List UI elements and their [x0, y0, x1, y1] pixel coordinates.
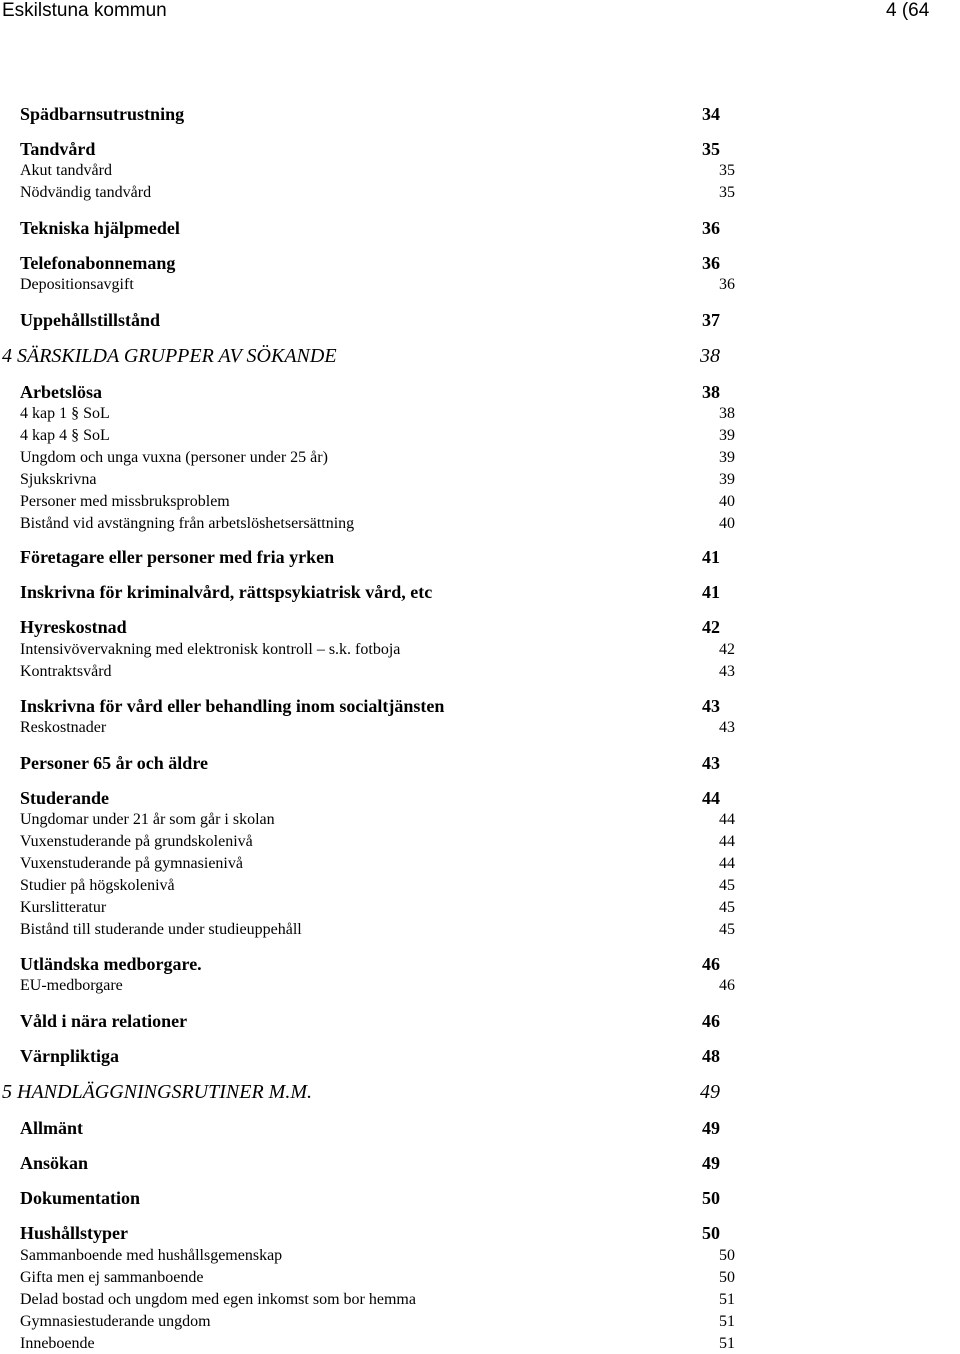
- toc-subsection: [0, 718, 960, 738]
- toc-entry-page: 40: [719, 493, 735, 510]
- toc-entry-title: Personer 65 år och äldre: [20, 753, 208, 773]
- toc-section: [0, 382, 960, 404]
- toc-subsection: [0, 448, 960, 468]
- toc-subsection: [0, 183, 960, 203]
- toc-entry-page: 35: [702, 139, 720, 159]
- toc-entry-page: 34: [702, 104, 720, 124]
- toc-entry-title: 5 HANDLÄGGNINGSRUTINER M.M.: [2, 1081, 312, 1103]
- toc-section: [0, 547, 960, 569]
- toc-subsection: [0, 832, 960, 852]
- toc-subsection: [0, 976, 960, 996]
- toc-entry-page: 50: [702, 1223, 720, 1243]
- toc-entry-title: Bistånd till studerande under studieuppehåll: [20, 921, 302, 938]
- toc-section: [0, 104, 960, 126]
- toc-entry-title: Ungdomar under 21 år som går i skolan: [20, 811, 275, 828]
- toc-section: [0, 1046, 960, 1068]
- toc-section: [0, 788, 960, 810]
- toc-entry-page: 51: [719, 1313, 735, 1330]
- toc-entry-page: 45: [719, 877, 735, 894]
- toc-entry-page: 49: [702, 1153, 720, 1173]
- toc-entry-title: Bistånd vid avstängning från arbetslöshetsersättning: [20, 515, 355, 532]
- toc-subsection: [0, 898, 960, 918]
- toc-section: [0, 310, 960, 332]
- toc-entry-page: 41: [702, 547, 720, 567]
- toc-subsection: [0, 161, 960, 181]
- toc-entry-page: 51: [719, 1335, 735, 1352]
- toc-entry-page: 43: [719, 719, 735, 736]
- toc-entry-title: Telefonabonnemang: [20, 253, 176, 273]
- toc-entry-title: Vuxenstuderande på gymnasienivå: [20, 855, 243, 872]
- toc-subsection: [0, 1312, 960, 1332]
- toc-entry-page: 36: [719, 276, 735, 293]
- toc-entry-title: Gifta men ej sammanboende: [20, 1269, 204, 1286]
- toc-entry-page: 50: [702, 1188, 720, 1208]
- toc-entry-title: Arbetslösa: [20, 382, 102, 402]
- toc-entry-title: Intensivövervakning med elektronisk kontroll – s.k. fotboja: [20, 641, 401, 658]
- toc-entry-title: Våld i nära relationer: [20, 1011, 188, 1031]
- toc-entry-title: Hushållstyper: [20, 1223, 129, 1243]
- toc-section: [0, 696, 960, 718]
- toc-subsection: [0, 492, 960, 512]
- toc-entry-title: 4 kap 1 § SoL: [20, 405, 110, 422]
- toc-subsection: [0, 404, 960, 424]
- organization-name: Eskilstuna kommun: [2, 0, 167, 21]
- toc-entry-page: 48: [702, 1046, 720, 1066]
- toc-entry-title: 4 SÄRSKILDA GRUPPER AV SÖKANDE: [2, 345, 337, 367]
- toc-entry-title: Vuxenstuderande på grundskolenivå: [20, 833, 253, 850]
- toc-entry-title: Reskostnader: [20, 719, 107, 736]
- toc-chapter: [0, 345, 960, 369]
- toc-entry-page: 36: [702, 218, 720, 238]
- toc-entry-page: 42: [719, 641, 735, 658]
- toc-entry-title: Akut tandvård: [20, 162, 112, 179]
- toc-entry-title: Depositionsavgift: [20, 276, 134, 293]
- toc-entry-title: Hyreskostnad: [20, 617, 127, 637]
- toc-entry-page: 46: [719, 977, 735, 994]
- toc-entry-page: 46: [702, 1011, 720, 1031]
- toc-entry-title: Ungdom och unga vuxna (personer under 25 år): [20, 449, 328, 466]
- toc-entry-page: 35: [719, 162, 735, 179]
- toc-entry-page: 37: [702, 310, 720, 330]
- toc-entry-page: 49: [702, 1118, 720, 1138]
- toc-entry-title: Nödvändig tandvård: [20, 184, 152, 201]
- toc-entry-title: Ansökan: [20, 1153, 89, 1173]
- toc-section: [0, 139, 960, 161]
- toc-subsection: [0, 920, 960, 940]
- toc-section: [0, 253, 960, 275]
- toc-entry-page: 43: [702, 753, 720, 773]
- toc-section: [0, 582, 960, 604]
- toc-entry-page: 41: [702, 582, 720, 602]
- toc-subsection: [0, 810, 960, 830]
- toc-entry-page: 43: [719, 663, 735, 680]
- toc-subsection: [0, 470, 960, 490]
- toc-entry-title: Gymnasiestuderande ungdom: [20, 1313, 211, 1330]
- toc-entry-page: 39: [719, 449, 735, 466]
- toc-subsection: [0, 1268, 960, 1288]
- toc-subsection: [0, 1334, 960, 1354]
- toc-entry-title: Studier på högskolenivå: [20, 877, 175, 894]
- toc-entry-title: EU-medborgare: [20, 977, 123, 994]
- toc-entry-title: Inneboende: [20, 1335, 95, 1352]
- toc-entry-page: 39: [719, 471, 735, 488]
- toc-section: [0, 954, 960, 976]
- toc-subsection: [0, 1290, 960, 1310]
- toc-entry-page: 35: [719, 184, 735, 201]
- toc-section: [0, 1223, 960, 1245]
- toc-entry-title: Kurslitteratur: [20, 899, 107, 916]
- toc-section: [0, 218, 960, 240]
- toc-entry-title: Sjukskrivna: [20, 471, 97, 488]
- toc-entry-title: Företagare eller personer med fria yrken: [20, 547, 335, 567]
- toc-entry-page: 44: [702, 788, 720, 808]
- toc-entry-title: Utländska medborgare.: [20, 954, 202, 974]
- toc-entry-page: 49: [700, 1081, 720, 1103]
- toc-entry-page: 45: [719, 921, 735, 938]
- toc-entry-title: Studerande: [20, 788, 110, 808]
- toc-entry-page: 43: [702, 696, 720, 716]
- toc-entry-title: Tandvård: [20, 139, 96, 159]
- toc-chapter: [0, 1081, 960, 1105]
- toc-section: [0, 1153, 960, 1175]
- toc-subsection: [0, 854, 960, 874]
- toc-entry-title: Dokumentation: [20, 1188, 141, 1208]
- toc-entry-title: Inskrivna för kriminalvård, rättspsykiatrisk vård, etc: [20, 582, 433, 602]
- toc-entry-title: Inskrivna för vård eller behandling inom socialtjänsten: [20, 696, 445, 716]
- toc-subsection: [0, 514, 960, 534]
- toc-entry-title: Sammanboende med hushållsgemenskap: [20, 1247, 283, 1264]
- toc-entry-page: 38: [700, 345, 720, 367]
- toc-entry-title: Kontraktsvård: [20, 663, 112, 680]
- toc-section: [0, 1011, 960, 1033]
- toc-subsection: [0, 275, 960, 295]
- toc-entry-page: 42: [702, 617, 720, 637]
- toc-entry-title: Spädbarnsutrustning: [20, 104, 185, 124]
- toc-entry-title: Tekniska hjälpmedel: [20, 218, 180, 238]
- toc-subsection: [0, 876, 960, 896]
- toc-section: [0, 753, 960, 775]
- toc-entry-page: 44: [719, 811, 735, 828]
- toc-entry-page: 44: [719, 855, 735, 872]
- toc-entry-page: 50: [719, 1269, 735, 1286]
- toc-entry-page: 51: [719, 1291, 735, 1308]
- toc-subsection: [0, 640, 960, 660]
- toc-section: [0, 1118, 960, 1140]
- toc-subsection: [0, 662, 960, 682]
- toc-entry-title: Allmänt: [20, 1118, 83, 1138]
- toc-subsection: [0, 426, 960, 446]
- toc-entry-page: 36: [702, 253, 720, 273]
- toc-entry-title: Värnpliktiga: [20, 1046, 120, 1066]
- toc-entry-page: 39: [719, 427, 735, 444]
- toc-entry-page: 46: [702, 954, 720, 974]
- toc-entry-title: 4 kap 4 § SoL: [20, 427, 110, 444]
- toc-entry-page: 50: [719, 1247, 735, 1264]
- toc-entry-title: Uppehållstillstånd: [20, 310, 161, 330]
- toc-section: [0, 1188, 960, 1210]
- toc-entry-page: 38: [702, 382, 720, 402]
- toc-section: [0, 617, 960, 639]
- toc-entry-page: 45: [719, 899, 735, 916]
- toc-entry-page: 38: [719, 405, 735, 422]
- toc-entry-page: 40: [719, 515, 735, 532]
- toc-entry-title: Personer med missbruksproblem: [20, 493, 230, 510]
- toc-subsection: [0, 1246, 960, 1266]
- toc-entry-page: 44: [719, 833, 735, 850]
- page-number: 4 (64: [886, 0, 930, 21]
- toc-entry-title: Delad bostad och ungdom med egen inkomst som bor hemma: [20, 1291, 416, 1308]
